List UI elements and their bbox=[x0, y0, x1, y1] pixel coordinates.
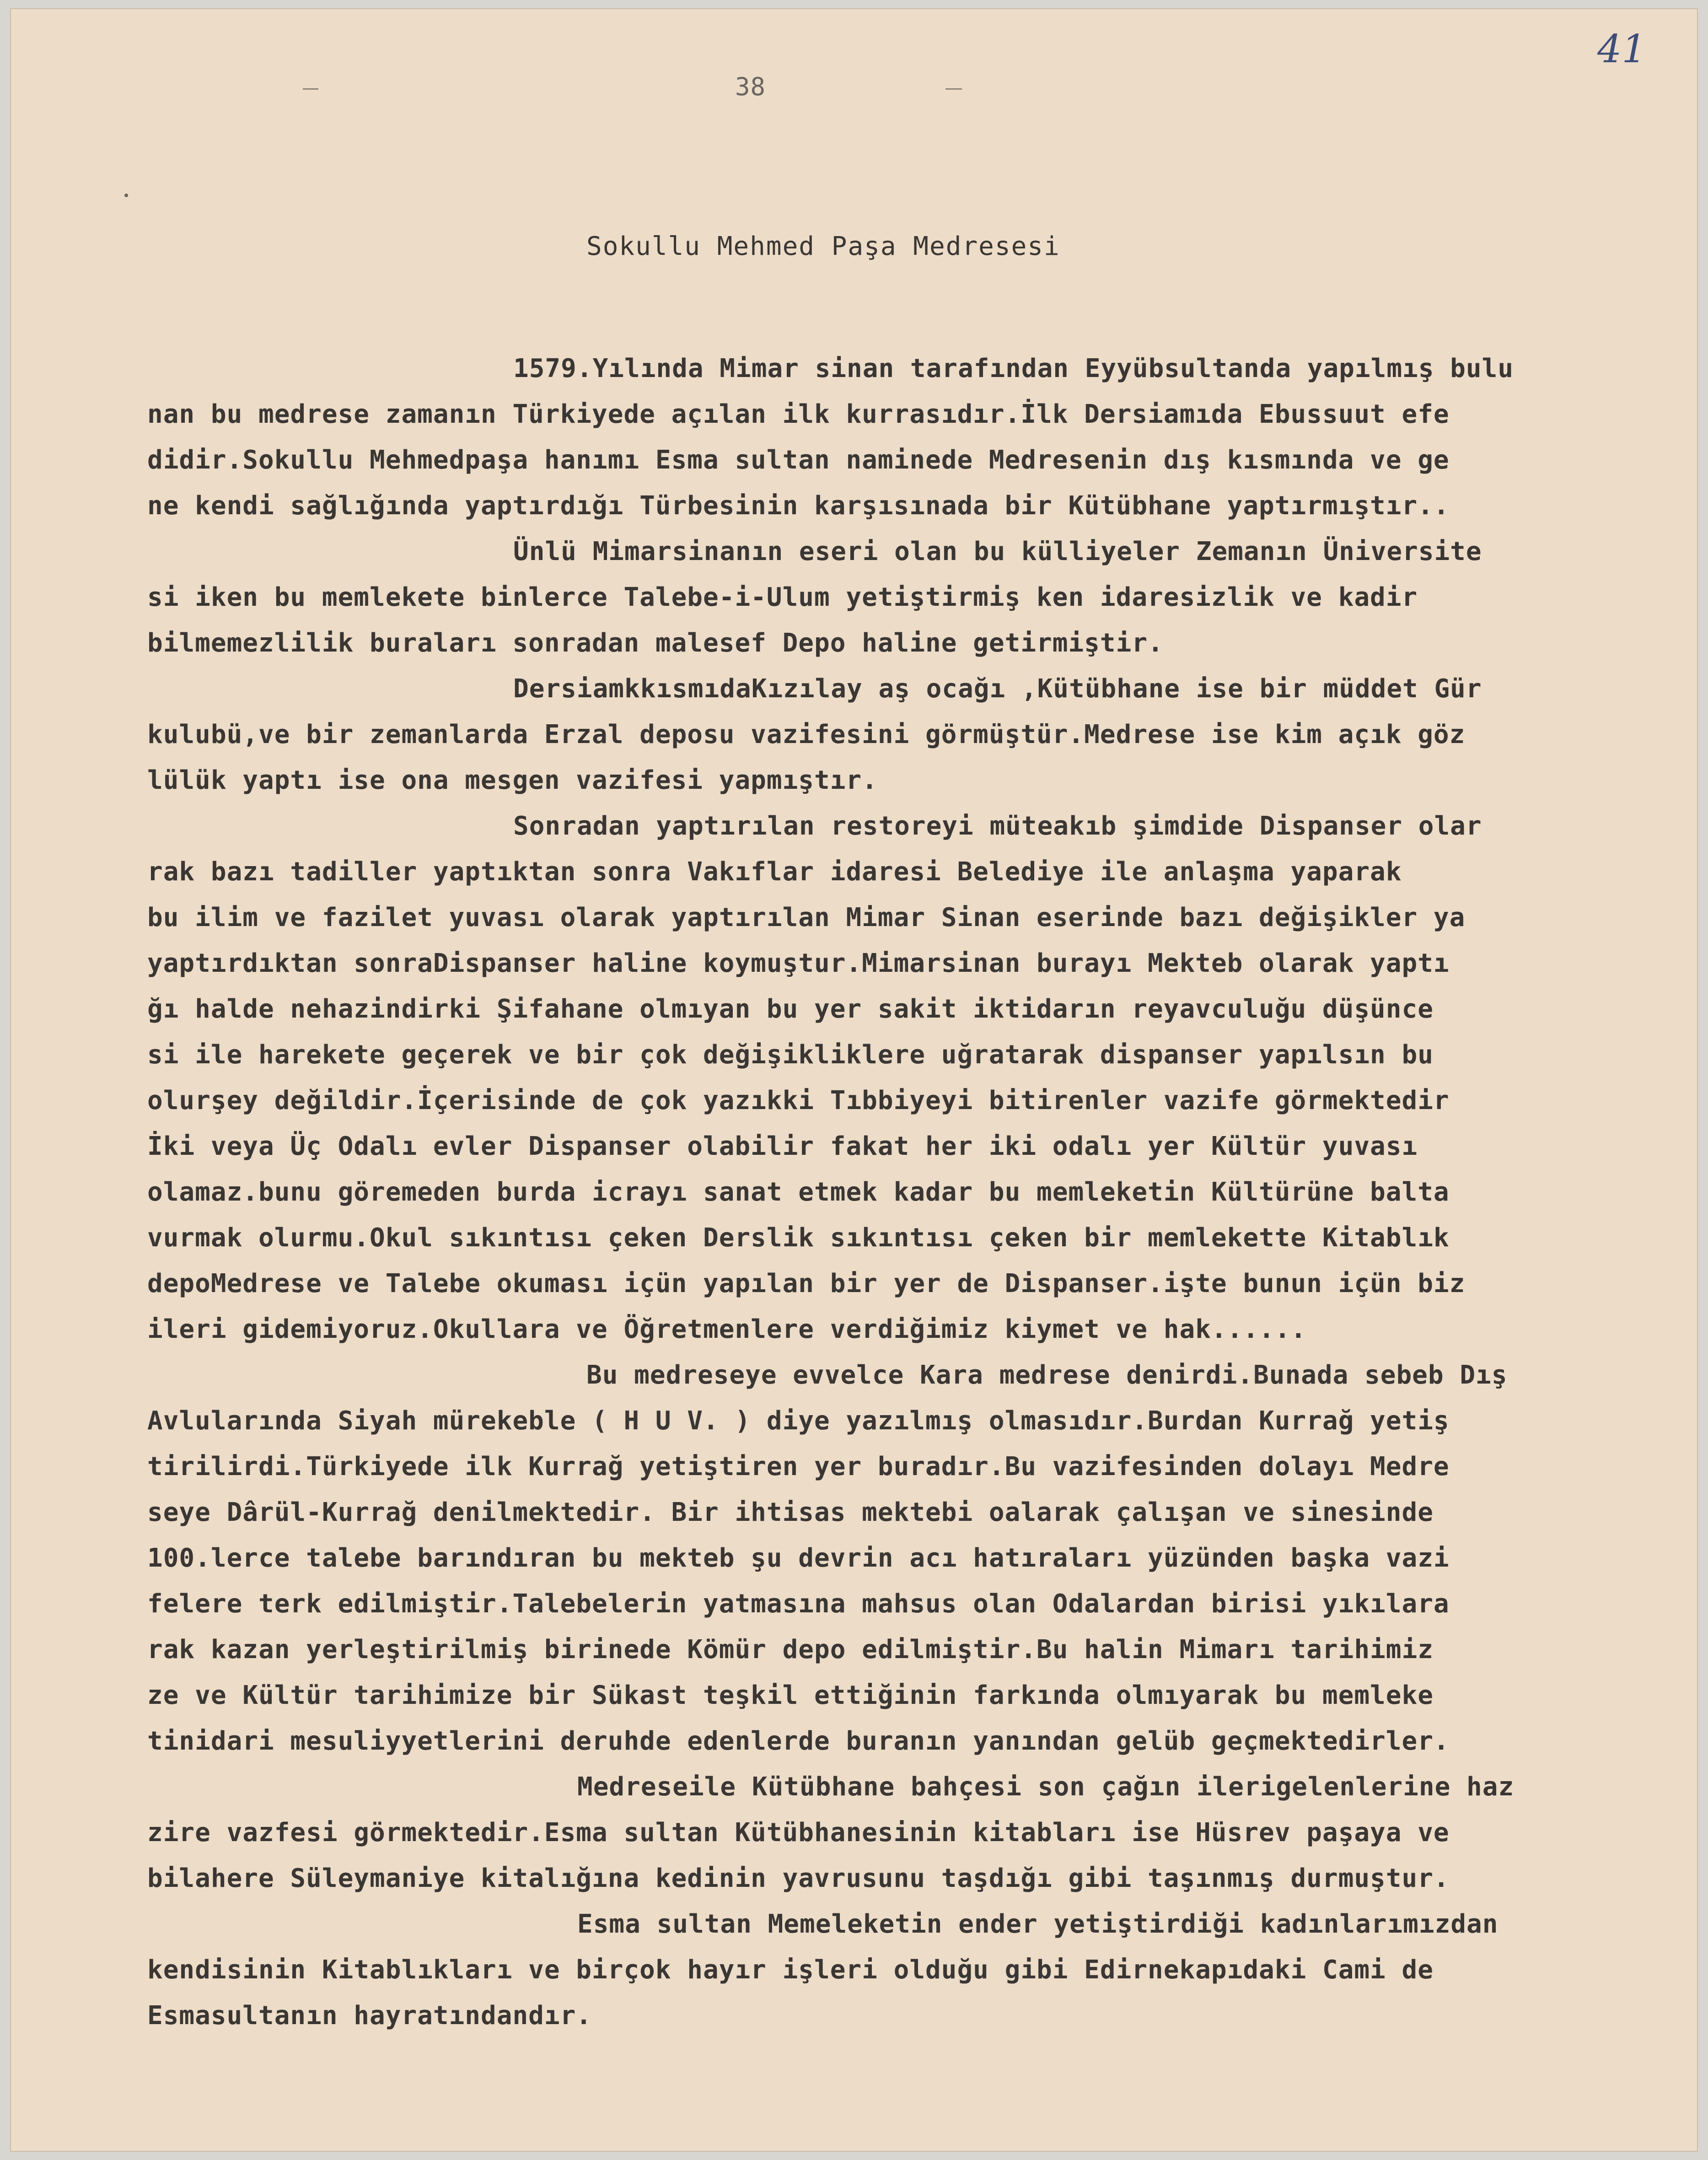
text-line: nan bu medrese zamanın Türkiyede açılan ilk kurrasıdır.İlk Dersiamıda Ebussuut efe bbox=[147, 399, 1450, 429]
text-line: yaptırdıktan sonraDispanser haline koymuştur.Mimarsinan burayı Mekteb olarak yaptı bbox=[147, 948, 1450, 978]
text-line: rak bazı tadiller yaptıktan sonra Vakıflar idaresi Belediye ile anlaşma yaparak bbox=[147, 857, 1402, 887]
text-line: rak kazan yerleştirilmiş birinede Kömür depo edilmiştir.Bu halin Mimarı tarihimiz bbox=[147, 1635, 1434, 1664]
text-line: ğı halde nehazindirki Şifahane olmıyan bu yer sakit iktidarın reyavculuğu düşünce bbox=[147, 994, 1434, 1024]
text-line: ze ve Kültür tarihimize bir Sükast teşkil ettiğinin farkında olmıyarak bu memleke bbox=[147, 1681, 1434, 1710]
text-line: İki veya Üç Odalı evler Dispanser olabilir fakat her iki odalı yer Kültür yuvası bbox=[147, 1131, 1418, 1161]
text-line: didir.Sokullu Mehmedpaşa hanımı Esma sultan naminede Medresenin dış kısmında ve ge bbox=[147, 445, 1450, 475]
text-line: ileri gidemiyoruz.Okullara ve Öğretmenlere verdiğimiz kiymet ve hak...... bbox=[147, 1314, 1307, 1344]
text-line: depoMedrese ve Talebe okuması içün yapılan bir yer de Dispanser.işte bunun içün biz bbox=[147, 1269, 1466, 1298]
text-line: lülük yaptı ise ona mesgen vazifesi yapmıştır. bbox=[147, 765, 878, 795]
text-line: Ünlü Mimarsinanın eseri olan bu külliyeler Zemanın Üniversite bbox=[513, 537, 1482, 566]
text-line: tirilirdi.Türkiyede ilk Kurrağ yetiştiren yer buradır.Bu vazifesinden dolayı Medre bbox=[147, 1452, 1450, 1481]
pencil-mark bbox=[945, 88, 962, 90]
text-line: tinidari mesuliyyetlerini deruhde edenlerde buranın yanından gelüb geçmektedirler. bbox=[147, 1726, 1450, 1756]
text-line: kulubü,ve bir zemanlarda Erzal deposu vazifesini görmüştür.Medrese ise kim açık göz bbox=[147, 720, 1466, 749]
text-line: vurmak olurmu.Okul sıkıntısı çeken Derslik sıkıntısı çeken bir memlekette Kitablık bbox=[147, 1223, 1450, 1253]
text-line: Esma sultan Memeleketin ender yetiştirdiği kadınlarımızdan bbox=[577, 1909, 1499, 1939]
pencil-mark bbox=[303, 88, 318, 90]
text-line: zire vazfesi görmektedir.Esma sultan Kütübhanesinin kitabları ise Hüsrev paşaya ve bbox=[147, 1818, 1450, 1848]
text-line: olurşey değildir.İçerisinde de çok yazıkki Tıbbiyeyi bitirenler vazife görmektedir bbox=[147, 1086, 1450, 1115]
text-line: kendisinin Kitablıkları ve birçok hayır işleri olduğu gibi Edirnekapıdaki Cami de bbox=[147, 1955, 1434, 1985]
text-line: Esmasultanın hayratındandır. bbox=[147, 2001, 592, 2031]
text-line: Sonradan yaptırılan restoreyi müteakıb şimdide Dispanser olar bbox=[513, 811, 1482, 841]
text-line: olamaz.bunu göremeden burda icrayı sanat etmek kadar bu memleketin Kültürüne balta bbox=[147, 1177, 1450, 1207]
text-line: DersiamkkısmıdaKızılay aş ocağı ,Kütübhane ise bir müddet Gür bbox=[513, 674, 1482, 704]
document-page bbox=[10, 8, 1698, 2152]
text-line: si ile harekete geçerek ve bir çok değişikliklere uğratarak dispanser yapılsın bu bbox=[147, 1040, 1434, 1070]
text-line: si iken bu memlekete binlerce Talebe-i-Ulum yetiştirmiş ken idaresizlik ve kadir bbox=[147, 582, 1418, 612]
text-line: Avlularında Siyah mürekeble ( H U V. ) diye yazılmış olmasıdır.Burdan Kurrağ yetiş bbox=[147, 1406, 1450, 1436]
text-line: seye Dârül-Kurrağ denilmektedir. Bir ihtisas mektebi oalarak çalışan ve sinesinde bbox=[147, 1497, 1434, 1527]
document-title: Sokullu Mehmed Paşa Medresesi bbox=[586, 232, 1060, 261]
text-line: 1579.Yılında Mimar sinan tarafından Eyyübsultanda yapılmış bulu bbox=[513, 354, 1514, 383]
text-line: bilmemezlilik buraları sonradan malesef Depo haline getirmiştir. bbox=[147, 628, 1164, 658]
text-line: ne kendi sağlığında yaptırdığı Türbesinin karşısınada bir Kütübhane yaptırmıştır.. bbox=[147, 491, 1450, 521]
text-line: Bu medreseye evvelce Kara medrese denirdi.Bunada sebeb Dış bbox=[586, 1360, 1508, 1390]
text-line: felere terk edilmiştir.Talebelerin yatmasına mahsus olan Odalardan birisi yıkılara bbox=[147, 1589, 1450, 1619]
page-number: 38 bbox=[735, 72, 766, 101]
text-line: Medreseile Kütübhane bahçesi son çağın ilerigelenlerine haz bbox=[577, 1772, 1515, 1802]
text-line: bilahere Süleymaniye kitalığına kedinin yavrusunu taşdığı gibi taşınmış durmuştur. bbox=[147, 1864, 1450, 1893]
ink-dot bbox=[124, 194, 128, 197]
text-line: 100.lerce talebe barındıran bu mekteb şu devrin acı hatıraları yüzünden başka vazi bbox=[147, 1543, 1450, 1573]
text-line: bu ilim ve fazilet yuvası olarak yaptırılan Mimar Sinan eserinde bazı değişikler ya bbox=[147, 903, 1466, 932]
folio-number: 41 bbox=[1597, 27, 1646, 71]
